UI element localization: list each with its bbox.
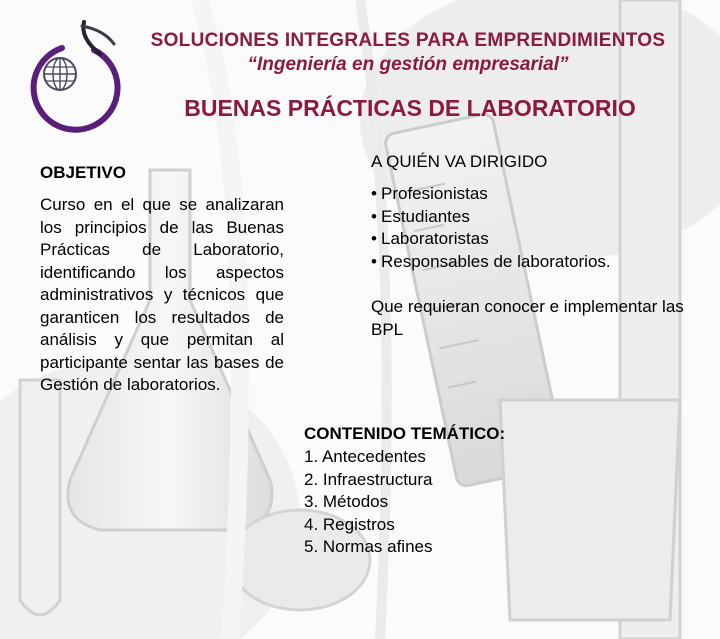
list-item: • Laboratoristas xyxy=(371,228,611,251)
content-heading: CONTENIDO TEMÁTICO: xyxy=(304,424,506,443)
bullet-icon: • xyxy=(371,229,377,248)
objetivo-heading: OBJETIVO xyxy=(40,163,126,182)
course-title: BUENAS PRÁCTICAS DE LABORATORIO xyxy=(184,95,636,121)
content-list xyxy=(304,446,433,559)
list-item: • Estudiantes xyxy=(371,206,611,229)
bullet-icon: • xyxy=(371,184,377,203)
list-item: 5. Normas afines xyxy=(304,537,433,556)
audience-heading: A QUIÉN VA DIRIGIDO xyxy=(371,152,548,171)
list-item: 3. Métodos xyxy=(304,492,389,511)
organization-slogan: “Ingeniería en gestión empresarial” xyxy=(247,54,569,75)
list-item: 1. Antecedentes xyxy=(304,447,426,466)
bullet-icon: • xyxy=(371,251,377,271)
list-item: 4. Registros xyxy=(304,514,395,534)
list-item: • Responsables de laboratorios. xyxy=(371,251,611,274)
list-item: • Profesionistas xyxy=(371,183,611,206)
list-item: 2. Infraestructura xyxy=(304,469,433,489)
organization-name: SOLUCIONES INTEGRALES PARA EMPRENDIMIENTOS xyxy=(150,30,666,51)
globe-in-ring-logo-icon xyxy=(22,18,122,148)
objetivo-paragraph: Curso en el que se analizaran los principios de las Buenas Prácticas de Laboratorio, identificando los aspectos administrativos y técnicos que garanticen los resultados de análisis y que permitan al participante sentar las bases de Gestión de laboratorios. xyxy=(40,195,284,394)
bullet-icon: • xyxy=(371,206,377,226)
audience-list xyxy=(371,183,611,273)
audience-note: Que requieran conocer e implementar las BPL xyxy=(371,297,684,339)
